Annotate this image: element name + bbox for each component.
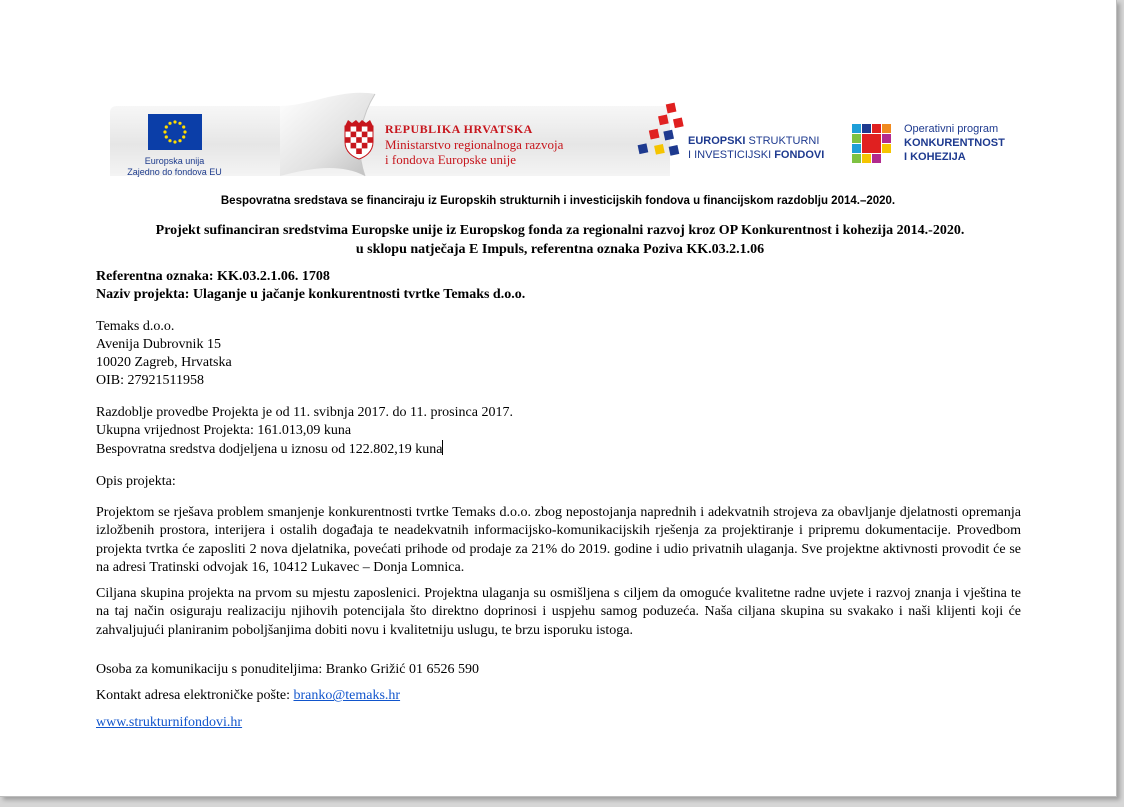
company-oib: OIB: 27921511958 bbox=[96, 373, 204, 389]
heading-line2: u sklopu natječaja E Impuls, referentna oznaka Poziva KK.03.2.1.06 bbox=[355, 242, 765, 257]
contact-email-label: Kontakt adresa elektroničke pošte: bbox=[96, 688, 294, 704]
email-link[interactable]: branko@temaks.hr bbox=[293, 688, 401, 704]
project-heading bbox=[60, 221, 1060, 259]
eu-logo bbox=[122, 114, 227, 178]
description-label: Opis projekta: bbox=[96, 473, 176, 489]
op-line3: I KOHEZIJA bbox=[904, 151, 966, 163]
esi-funds-text bbox=[688, 134, 824, 162]
reference-number: Referentna oznaka: KK.03.2.1.06. 1708 bbox=[96, 269, 330, 284]
rh-line3: i fondova Europske unije bbox=[385, 152, 517, 167]
project-total-value: Ukupna vrijednost Projekta: 161.013,09 kuna bbox=[96, 423, 352, 439]
document-body bbox=[96, 268, 1021, 732]
op-mosaic-icon bbox=[852, 124, 894, 164]
eu-flag-icon bbox=[148, 114, 202, 150]
esi-line2-bold: FONDOVI bbox=[774, 149, 825, 161]
project-name: Naziv projekta: Ulaganje u jačanje konkurentnosti tvrtke Temaks d.o.o. bbox=[96, 287, 526, 303]
esi-line1-rest: STRUKTURNI bbox=[745, 135, 820, 147]
op-line2: KONKURENTNOST bbox=[904, 137, 1005, 149]
rh-line2: Ministarstvo regionalnoga razvoja bbox=[385, 137, 564, 152]
republika-hrvatska-logo bbox=[343, 120, 613, 165]
eu-caption bbox=[122, 156, 227, 178]
esi-line1-bold: EUROPSKI bbox=[688, 135, 746, 147]
company-street: Avenija Dubrovnik 15 bbox=[96, 336, 221, 352]
text-cursor bbox=[442, 440, 443, 455]
contact-email-line bbox=[96, 687, 1021, 705]
logo-banner bbox=[100, 88, 1030, 183]
project-grant-text: Bespovratna sredstva dodjeljena u iznosu od 122.802,19 kuna bbox=[96, 442, 443, 458]
project-period: Razdoblje provedbe Projekta je od 11. svibnja 2017. do 11. prosinca 2017. bbox=[96, 404, 513, 420]
description-paragraph-2: Ciljana skupina projekta na prvom su mjestu zaposlenici. Projektna ulaganja su osmišljena s ciljem da omoguće kvalitetne radne uvjete i razvoj znanja i vještina te na taj način osiguraju realizaciju njihovih potencijala što direktno doprinosi i uspjehu samog poduzeća. Naša ciljana skupina su svakako i naši klijenti koji će zahvaljujući planiranim poboljšanjima dobiti novu i kvalitetniju uslugu, te brzu isporuku istoga. bbox=[96, 586, 1021, 638]
esi-funds-logo bbox=[630, 102, 830, 172]
description-paragraph-1: Projektom se rješava problem smanjenje konkurentnosti tvrtke Temaks d.o.o. zbog nepostojanja naprednih i adekvatnih strojeva za obavljanje djelatnosti opremanja izložbenih prostora, interijera i ostalih događaja te neadekvatnih informacijsko-komunikacijskih rješenja za projektiranje i pripremu dokumentacije. Provedbom projekta tvrtka će zaposliti 2 nova djelatnika, povećati prihode od prodaje za 21% do 2019. godine i udio privatnih ulaganja. Sve projektne aktivnosti provodit će se na adresi Tratinski odvojak 16, 10412 Lukavec – Donja Lomnica. bbox=[96, 504, 1021, 575]
contact-person: Osoba za komunikaciju s ponuditeljima: Branko Grižić 01 6526 590 bbox=[96, 662, 479, 678]
op-program-text bbox=[904, 122, 1005, 164]
eu-caption-line2: Zajedno do fondova EU bbox=[127, 167, 222, 177]
op-konkurentnost-logo bbox=[852, 120, 1032, 165]
esi-line2-rest: I INVESTICIJSKI bbox=[688, 149, 775, 161]
website-link[interactable]: www.strukturnifondovi.hr bbox=[96, 714, 243, 730]
company-city: 10020 Zagreb, Hrvatska bbox=[96, 355, 232, 371]
op-line1: Operativni program bbox=[904, 123, 999, 135]
croatian-coat-of-arms-icon bbox=[343, 120, 375, 160]
heading-line1: Projekt sufinanciran sredstvima Europske unije iz Europskog fonda za regionalni razvoj kroz OP Konkurentnost i kohezija 2014.-2020. bbox=[155, 223, 965, 238]
rh-ministry-text bbox=[385, 122, 563, 167]
company-name: Temaks d.o.o. bbox=[96, 318, 175, 334]
eu-caption-line1: Europska unija bbox=[144, 156, 205, 166]
esi-squares-icon bbox=[632, 102, 692, 168]
project-grant[interactable] bbox=[96, 440, 1021, 459]
funding-note: Bespovratna sredstava se financiraju iz Europskih strukturnih i investicijskih fondova u financijskom razdoblju 2014.–2020. bbox=[220, 195, 896, 207]
rh-line1: REPUBLIKA HRVATSKA bbox=[385, 122, 533, 136]
